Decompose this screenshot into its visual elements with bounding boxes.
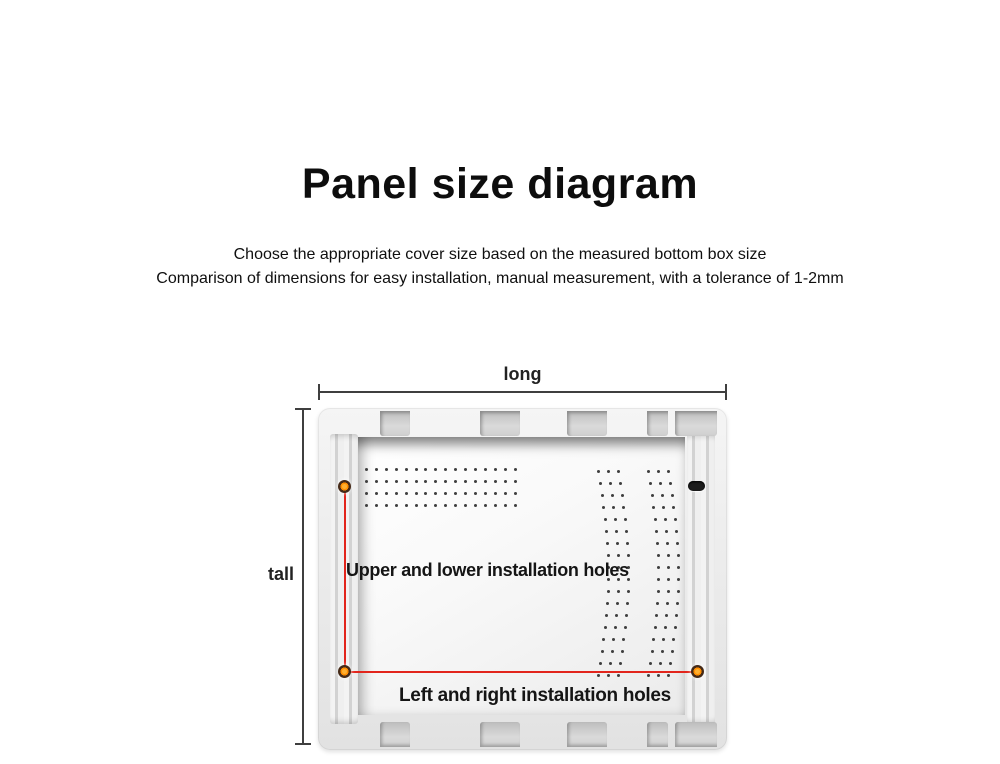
perforation-dot: [424, 480, 427, 483]
installation-hole-top-right: [688, 481, 705, 491]
perforation-dot: [675, 614, 678, 617]
perforation-dot: [669, 662, 672, 665]
perforation-dot: [415, 480, 418, 483]
rim-slot: [675, 411, 717, 436]
perforation-dot: [655, 614, 658, 617]
perforation-dot: [611, 494, 614, 497]
perforation-dot: [415, 492, 418, 495]
installation-hole-top-left: [338, 480, 351, 493]
perforation-dot: [652, 506, 655, 509]
perforation-dot: [672, 506, 675, 509]
perforation-dot: [484, 504, 487, 507]
perforation-dot: [375, 504, 378, 507]
perforation-dot: [656, 602, 659, 605]
dimension-tick: [295, 408, 311, 410]
perforation-dot: [607, 674, 610, 677]
perforation-dot: [617, 554, 620, 557]
perforation-dot: [664, 518, 667, 521]
perforation-dot: [617, 674, 620, 677]
perforation-dot: [677, 590, 680, 593]
installation-hole-bottom-left: [338, 665, 351, 678]
perforation-dot: [609, 662, 612, 665]
perforation-dot: [667, 578, 670, 581]
perforation-dot: [667, 590, 670, 593]
rim-slot: [380, 411, 410, 436]
dimension-tick: [295, 743, 311, 745]
perforation-dot: [675, 530, 678, 533]
upper-lower-holes-label: Upper and lower installation holes: [346, 560, 629, 580]
perforation-dot: [614, 518, 617, 521]
perforation-dot: [626, 602, 629, 605]
perforation-dot: [514, 480, 517, 483]
perforation-dot: [627, 554, 630, 557]
perforation-dot: [657, 566, 660, 569]
perforation-dot: [619, 662, 622, 665]
perforation-dot: [454, 468, 457, 471]
rim-slot: [480, 722, 520, 747]
perforation-dot: [375, 468, 378, 471]
perforation-dot: [604, 626, 607, 629]
perforation-dot: [616, 602, 619, 605]
perforation-dot: [434, 468, 437, 471]
perforation-dot: [504, 504, 507, 507]
perforation-dot: [677, 566, 680, 569]
perforation-dot: [444, 492, 447, 495]
perforation-dot: [612, 506, 615, 509]
perforation-dot: [494, 492, 497, 495]
perforation-dot: [665, 530, 668, 533]
perforation-dot: [655, 530, 658, 533]
perforation-dot: [365, 480, 368, 483]
perforation-dot: [649, 662, 652, 665]
perforation-dot: [597, 674, 600, 677]
perforation-dot: [454, 492, 457, 495]
subtitle-line-2: Comparison of dimensions for easy installation, manual measurement, with a tolerance of 1-2mm: [156, 270, 844, 287]
perforation-dot: [661, 650, 664, 653]
perforation-dot: [651, 650, 654, 653]
perforation-dot: [622, 638, 625, 641]
perforation-dot: [375, 492, 378, 495]
perforation-dot: [405, 504, 408, 507]
perforation-dot: [365, 468, 368, 471]
perforation-dot: [464, 468, 467, 471]
perforation-dot: [602, 506, 605, 509]
perforation-dot: [624, 626, 627, 629]
horizontal-highlight-line: [345, 671, 699, 673]
perforation-dot: [504, 492, 507, 495]
vertical-highlight-line: [344, 489, 346, 673]
perforation-dot: [612, 638, 615, 641]
perforation-dot: [385, 480, 388, 483]
perforation-dot: [659, 482, 662, 485]
perforation-dot: [659, 662, 662, 665]
perforation-dot: [627, 590, 630, 593]
perforation-dot: [424, 468, 427, 471]
perforation-dot: [611, 650, 614, 653]
rim-slot: [675, 722, 717, 747]
perforation-dot: [395, 492, 398, 495]
perforation-dot: [474, 504, 477, 507]
perforation-dot: [484, 468, 487, 471]
perforation-dot: [665, 614, 668, 617]
rim-slot: [647, 722, 668, 747]
perforation-dot: [621, 650, 624, 653]
perforation-dot: [624, 518, 627, 521]
page-title: Panel size diagram: [301, 160, 699, 208]
perforation-dot: [667, 566, 670, 569]
subtitle: [0, 243, 1000, 291]
perforation-dot: [662, 506, 665, 509]
perforation-dot: [672, 638, 675, 641]
perforation-dot: [601, 494, 604, 497]
perforation-dot: [622, 506, 625, 509]
perforation-dot: [494, 468, 497, 471]
perforation-dot: [615, 530, 618, 533]
perforation-dot: [405, 468, 408, 471]
perforation-dot: [504, 480, 507, 483]
perforation-dot: [607, 590, 610, 593]
perforation-dot: [605, 614, 608, 617]
perforation-dot: [375, 480, 378, 483]
perforation-dot: [444, 480, 447, 483]
perforation-dot: [514, 468, 517, 471]
perforation-dot: [601, 650, 604, 653]
perforation-dot: [617, 590, 620, 593]
perforation-dot: [657, 674, 660, 677]
perforation-dot: [474, 492, 477, 495]
perforation-dot: [666, 542, 669, 545]
perforation-dot: [619, 482, 622, 485]
perforation-dot: [415, 504, 418, 507]
perforation-dot: [609, 482, 612, 485]
perforation-dot: [395, 504, 398, 507]
perforation-dot: [597, 470, 600, 473]
perforation-dot: [667, 674, 670, 677]
perforation-dot: [405, 492, 408, 495]
height-dimension-line: [302, 408, 304, 745]
perforation-dot: [607, 554, 610, 557]
dimension-tick: [318, 384, 320, 400]
rim-slot: [567, 411, 607, 436]
width-dimension-line: [318, 391, 727, 393]
rim-slot: [380, 722, 410, 747]
perforation-dot: [647, 674, 650, 677]
perforation-dot: [606, 542, 609, 545]
perforation-dot: [385, 504, 388, 507]
perforation-dot: [484, 492, 487, 495]
perforation-dot: [599, 482, 602, 485]
perforation-dot: [625, 614, 628, 617]
perforation-dot: [504, 468, 507, 471]
perforation-dot: [676, 602, 679, 605]
perforation-dot: [677, 554, 680, 557]
perforation-dot: [514, 492, 517, 495]
perforation-dot: [434, 504, 437, 507]
perforation-dot: [454, 480, 457, 483]
width-dimension-label: long: [503, 364, 542, 384]
perforation-dot: [674, 626, 677, 629]
perforation-dot: [676, 542, 679, 545]
perforation-dot: [599, 662, 602, 665]
perforation-dot: [464, 480, 467, 483]
perforation-dot: [666, 602, 669, 605]
perforation-dot: [604, 518, 607, 521]
perforation-dot: [661, 494, 664, 497]
perforation-dot: [484, 480, 487, 483]
perforation-dot: [415, 468, 418, 471]
perforation-dot: [434, 480, 437, 483]
perforation-dot: [615, 614, 618, 617]
perforation-dot: [385, 468, 388, 471]
perforation-dot: [464, 504, 467, 507]
perforation-dot: [424, 504, 427, 507]
perforation-dot: [464, 492, 467, 495]
perforation-dot: [621, 494, 624, 497]
perforation-dot: [454, 504, 457, 507]
perforation-dot: [671, 650, 674, 653]
left-right-holes-label: Left and right installation holes: [399, 685, 671, 706]
perforation-dot: [617, 470, 620, 473]
perforation-dot: [626, 542, 629, 545]
perforation-dot: [444, 468, 447, 471]
perforation-dot: [649, 482, 652, 485]
perforation-dot: [674, 518, 677, 521]
perforation-dot: [651, 494, 654, 497]
panel-right-rib-strip: [687, 434, 715, 724]
perforation-dot: [444, 504, 447, 507]
perforation-dot: [607, 470, 610, 473]
perforation-dot: [616, 542, 619, 545]
perforation-dot: [614, 626, 617, 629]
perforation-dot: [395, 480, 398, 483]
installation-hole-bottom-right: [691, 665, 704, 678]
perforation-dot: [365, 504, 368, 507]
perforation-dot: [474, 468, 477, 471]
perforation-dot: [385, 492, 388, 495]
perforation-dot: [606, 602, 609, 605]
perforation-dot: [654, 626, 657, 629]
perforation-dot: [474, 480, 477, 483]
perforation-dot: [669, 482, 672, 485]
perforation-dot: [667, 470, 670, 473]
perforation-dot: [434, 492, 437, 495]
perforation-dot: [671, 494, 674, 497]
rim-slot: [567, 722, 607, 747]
perforation-dot: [395, 468, 398, 471]
perforation-dot: [652, 638, 655, 641]
perforation-dot: [405, 480, 408, 483]
perforation-dot: [662, 638, 665, 641]
perforation-dot: [677, 578, 680, 581]
rim-slot: [647, 411, 668, 436]
perforation-dot: [514, 504, 517, 507]
perforation-dot: [657, 554, 660, 557]
perforation-dot: [657, 470, 660, 473]
perforation-dot: [602, 638, 605, 641]
dimension-tick: [725, 384, 727, 400]
perforation-dot: [494, 504, 497, 507]
height-dimension-label: tall: [267, 564, 294, 584]
perforation-dot: [494, 480, 497, 483]
perforation-dot: [365, 492, 368, 495]
perforation-dot: [625, 530, 628, 533]
perforation-dot: [657, 578, 660, 581]
perforation-dot: [605, 530, 608, 533]
perforation-dot: [656, 542, 659, 545]
perforation-dot: [657, 590, 660, 593]
rim-slot: [480, 411, 520, 436]
perforation-dot: [667, 554, 670, 557]
subtitle-line-1: Choose the appropriate cover size based on the measured bottom box size: [233, 246, 767, 263]
perforation-dot: [647, 470, 650, 473]
perforation-dot: [424, 492, 427, 495]
perforation-dot: [654, 518, 657, 521]
perforation-dot: [664, 626, 667, 629]
